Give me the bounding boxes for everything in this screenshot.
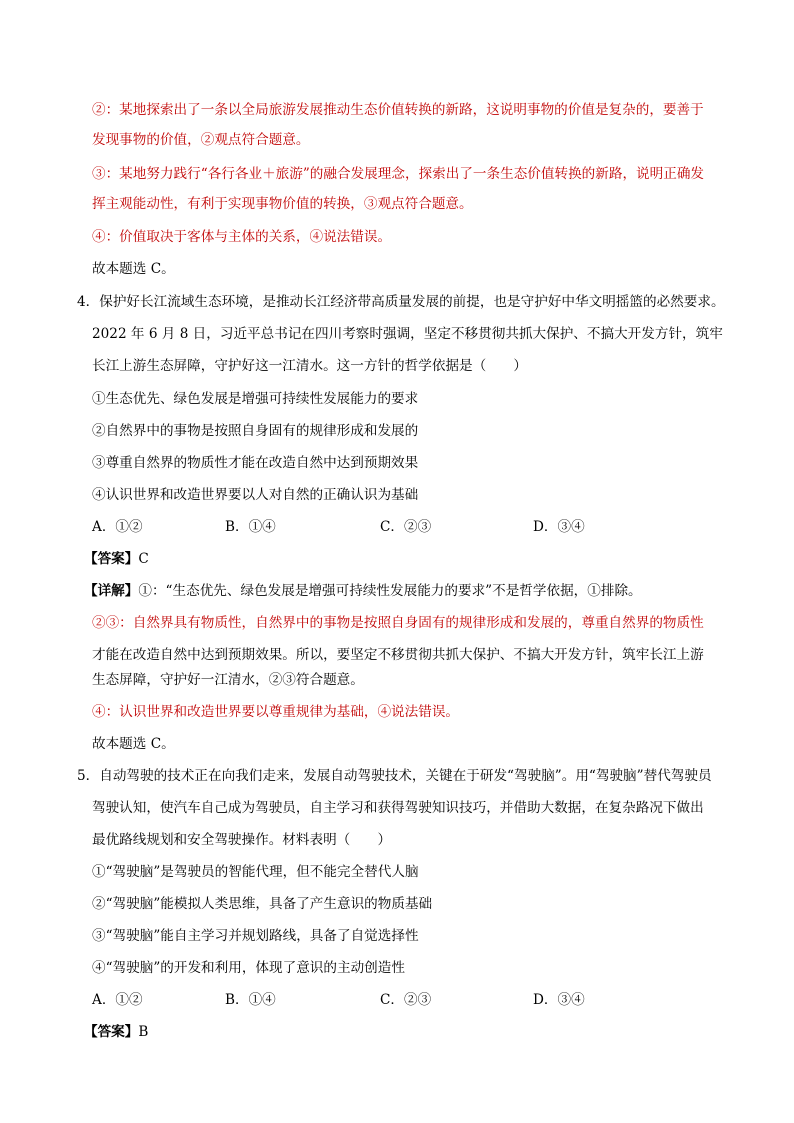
q4-conclusion: 故本题选 C。 xyxy=(92,736,175,752)
prev-conclusion: 故本题选 C。 xyxy=(92,261,175,277)
q4-detail-4: ④：认识世界和改造世界要以尊重规律为基础，④说法错误。 xyxy=(92,704,460,720)
q4-item-4: ④认识世界和改造世界要以人对自然的正确认识为基础 xyxy=(92,487,419,503)
q4-answer-value: C xyxy=(138,551,149,567)
q5-answer-label: 【答案】 xyxy=(84,1024,139,1040)
q5-answer xyxy=(84,1022,148,1042)
q5-option-c: C．②③ xyxy=(380,992,432,1008)
q4-stem-line1: 4．保护好长江流域生态环境，是推动长江经济带高质量发展的前提，也是守护好中华文明摇篮的必然要求。 xyxy=(77,294,725,310)
q4-option-d: D．③④ xyxy=(533,519,585,535)
q5-option-a: A．①② xyxy=(92,992,143,1008)
q4-stem-line3: 长江上游生态屏障，守护好这一江清水。这一方针的哲学依据是（ ） xyxy=(92,358,527,374)
q5-option-b: B．①④ xyxy=(225,992,276,1008)
q4-item-3: ③尊重自然界的物质性才能在改造自然中达到预期效果 xyxy=(92,455,419,471)
q5-item-1: ①“驾驶脑”是驾驶员的智能代理，但不能完全替代人脑 xyxy=(92,864,419,880)
prev-analysis-3-line2: 挥主观能动性，有利于实现事物价值的转换，③观点符合题意。 xyxy=(92,196,473,212)
q4-answer-label: 【答案】 xyxy=(84,551,139,567)
q4-option-c: C．②③ xyxy=(380,519,432,535)
q5-item-3: ③“驾驶脑”能自主学习并规划路线，具备了自觉选择性 xyxy=(92,928,419,944)
q5-stem-line1: 5．自动驾驶的技术正在向我们走来，发展自动驾驶技术，关键在于研发“驾驶脑”。用“驾驶脑”替代驾驶员 xyxy=(77,768,712,784)
q4-detail-2-line1: ②③：自然界具有物质性，自然界中的事物是按照自身固有的规律形成和发展的，尊重自然界的物质性 xyxy=(92,615,704,631)
q4-detail-1 xyxy=(84,581,642,601)
q4-option-a: A．①② xyxy=(92,519,143,535)
q5-item-2: ②“驾驶脑”能模拟人类思维，具备了产生意识的物质基础 xyxy=(92,896,433,912)
q4-option-b: B．①④ xyxy=(225,519,276,535)
q4-answer xyxy=(84,549,149,569)
q4-detail-2-line2: 才能在改造自然中达到预期效果。所以，要坚定不移贯彻共抓大保护、不搞大开发方针，筑牢长江上游 xyxy=(92,647,704,663)
q4-stem-line2: 2022 年 6 月 8 日，习近平总书记在四川考察时强调，坚定不移贯彻共抓大保护、不搞大开发方针，筑牢 xyxy=(92,326,723,342)
q5-option-d: D．③④ xyxy=(533,992,585,1008)
q5-answer-value: B xyxy=(138,1024,149,1040)
q5-stem-line3: 最优路线规划和安全驾驶操作。材料表明（ ） xyxy=(92,832,392,848)
prev-analysis-2-line1: ②：某地探索出了一条以全局旅游发展推动生态价值转换的新路，这说明事物的价值是复杂的，要善于 xyxy=(92,102,704,118)
q5-stem-line2: 驾驶认知，使汽车自己成为驾驶员，自主学习和获得驾驶知识技巧，并借助大数据，在复杂路况下做出 xyxy=(92,800,704,816)
q4-item-1: ①生态优先、绿色发展是增强可持续性发展能力的要求 xyxy=(92,391,419,407)
q4-detail-2-line3: 生态屏障，守护好一江清水，②③符合题意。 xyxy=(92,672,364,688)
prev-analysis-2-line2: 发现事物的价值，②观点符合题意。 xyxy=(92,132,310,148)
q4-detail-1-text: ①：“生态优先、绿色发展是增强可持续性发展能力的要求”不是哲学依据，①排除。 xyxy=(138,583,642,599)
q4-item-2: ②自然界中的事物是按照自身固有的规律形成和发展的 xyxy=(92,423,419,439)
q4-detail-label: 【详解】 xyxy=(84,583,139,599)
q5-item-4: ④“驾驶脑”的开发和利用，体现了意识的主动创造性 xyxy=(92,960,405,976)
prev-analysis-3-line1: ③：某地努力践行“各行各业＋旅游”的融合发展理念，探索出了一条生态价值转换的新路，说明正确发 xyxy=(92,166,705,182)
prev-analysis-4: ④：价值取决于客体与主体的关系，④说法错误。 xyxy=(92,229,392,245)
